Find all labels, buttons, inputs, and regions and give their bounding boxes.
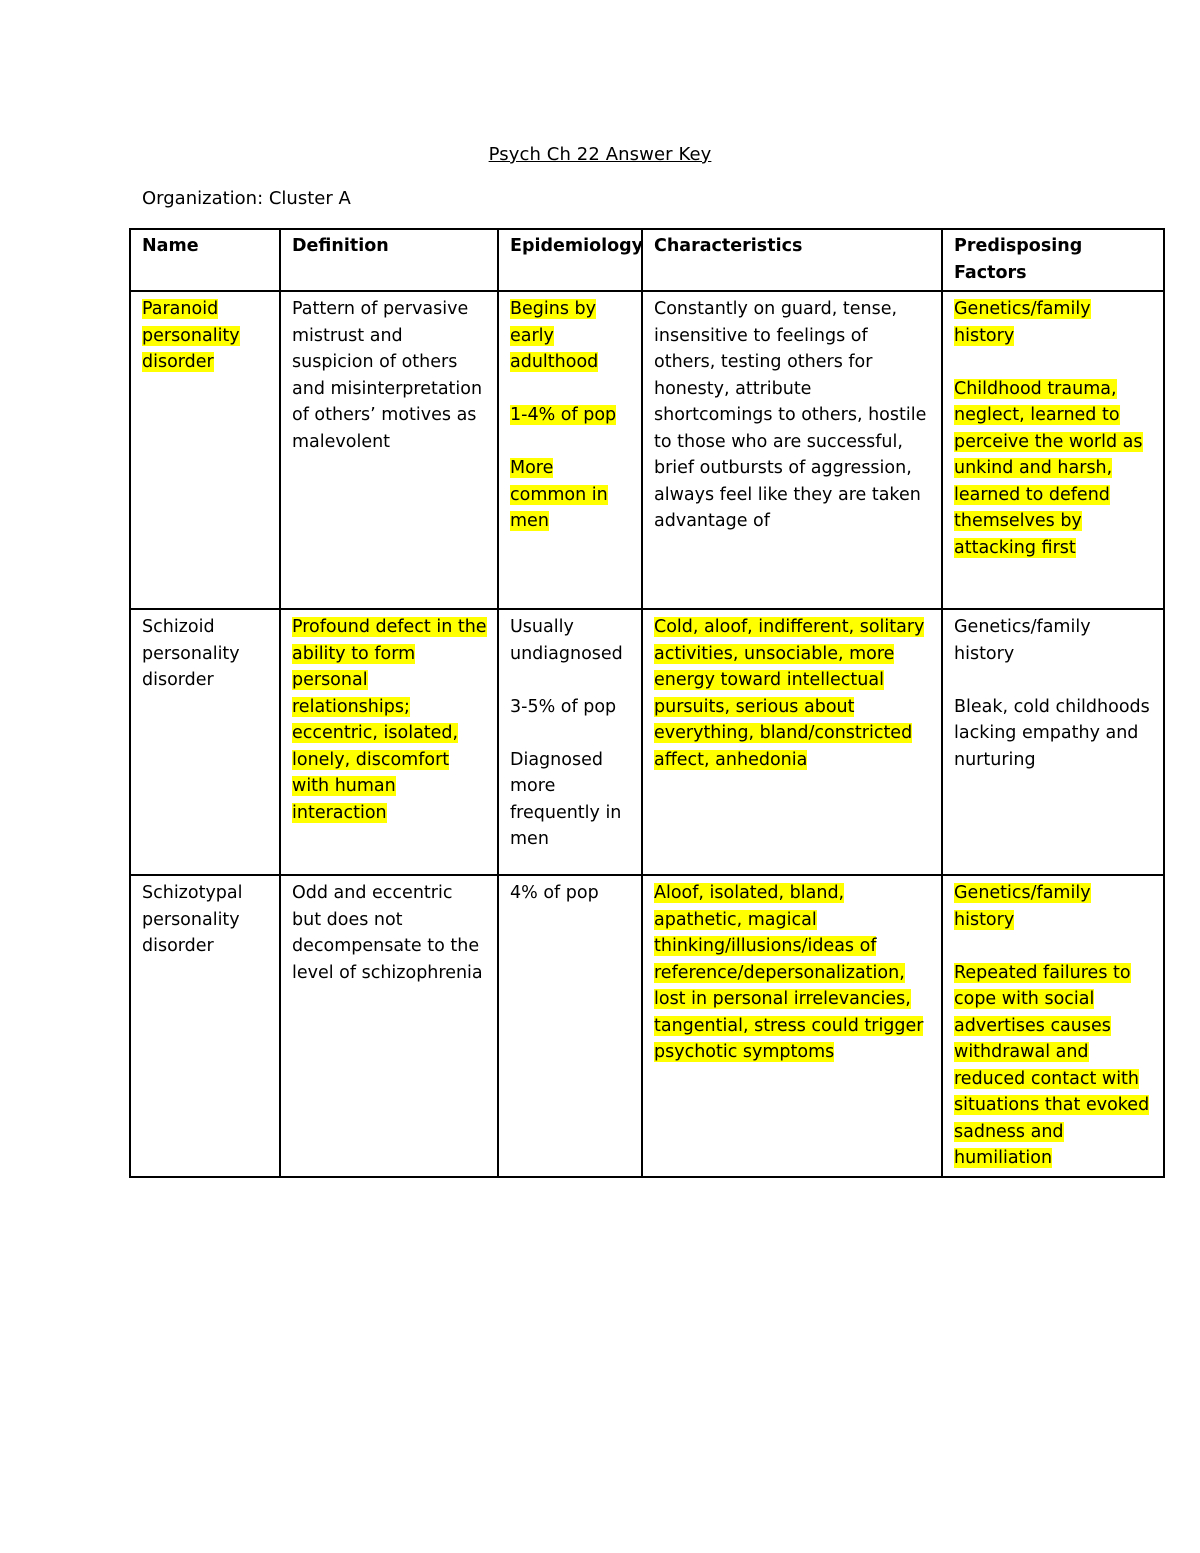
cell-name (130, 291, 280, 609)
cell-epidemiology (498, 291, 642, 609)
epidemiology-item: 4% of pop (510, 883, 599, 903)
epidemiology-item: Diagnosed more frequently in men (510, 749, 622, 849)
characteristics-text: Aloof, isolated, bland, apathetic, magical thinking/illusions/ideas of reference/depersonalization, lost in personal irrelevancies, tangential, stress could trigger psychotic symptoms (654, 883, 924, 1062)
cell-characteristics (642, 291, 942, 609)
header-definition: Definition (280, 229, 498, 291)
cell-characteristics (642, 875, 942, 1177)
cell-definition (280, 291, 498, 609)
epidemiology-item: 1-4% of pop (510, 405, 617, 425)
characteristics-text: Constantly on guard, tense, insensitive to feelings of others, testing others for honesty, attribute shortcomings to others, hostile to those who are successful, brief outbursts of aggression, always feel like they are taken advantage of (654, 299, 927, 531)
header-predisposing-factors: Predisposing Factors (942, 229, 1164, 291)
definition-text: Profound defect in the ability to form personal relationships; eccentric, isolated, lonely, discomfort with human interaction (292, 617, 487, 823)
header-name: Name (130, 229, 280, 291)
cell-definition (280, 609, 498, 875)
factor-item: Repeated failures to cope with social advertises causes withdrawal and reduced contact with situations that evoked sadness and humiliation (954, 962, 1150, 1168)
factor-item: Childhood trauma, neglect, learned to perceive the world as unkind and harsh, learned to defend themselves by attacking first (954, 378, 1143, 558)
cell-epidemiology (498, 875, 642, 1177)
cell-epidemiology (498, 609, 642, 875)
cell-definition (280, 875, 498, 1177)
cell-name (130, 875, 280, 1177)
header-epidemiology: Epidemiology (498, 229, 642, 291)
factor-item: Genetics/family history (954, 299, 1091, 346)
factor-item: Genetics/family history (954, 883, 1091, 930)
characteristics-text: Cold, aloof, indifferent, solitary activities, unsociable, more energy toward intellectual pursuits, serious about everything, bland/constricted affect, anhedonia (654, 617, 925, 770)
cell-characteristics (642, 609, 942, 875)
organization-line: Organization: Cluster A (142, 188, 351, 209)
table-row (130, 609, 1164, 875)
cell-name (130, 609, 280, 875)
epidemiology-item: 3-5% of pop (510, 696, 617, 717)
disorder-name: Schizoid personality disorder (142, 617, 240, 690)
table-row (130, 291, 1164, 609)
cell-predisposing-factors (942, 609, 1164, 875)
factor-item: Genetics/family history (954, 617, 1091, 664)
header-characteristics: Characteristics (642, 229, 942, 291)
answer-key-table (129, 228, 1165, 1178)
definition-text: Odd and eccentric but does not decompensate to the level of schizophrenia (292, 883, 483, 983)
cell-predisposing-factors (942, 875, 1164, 1177)
epidemiology-item: More common in men (510, 458, 608, 531)
epidemiology-item: Begins by early adulthood (510, 299, 599, 372)
disorder-name: Schizotypal personality disorder (142, 883, 243, 956)
table-row (130, 875, 1164, 1177)
factor-item: Bleak, cold childhoods lacking empathy and nurturing (954, 696, 1150, 770)
table-header-row (130, 229, 1164, 291)
disorder-name: Paranoid personality disorder (142, 299, 240, 372)
epidemiology-item: Usually undiagnosed (510, 617, 623, 664)
page-title: Psych Ch 22 Answer Key (488, 144, 712, 165)
definition-text: Pattern of pervasive mistrust and suspicion of others and misinterpretation of others’ motives as malevolent (292, 299, 483, 452)
cell-predisposing-factors (942, 291, 1164, 609)
